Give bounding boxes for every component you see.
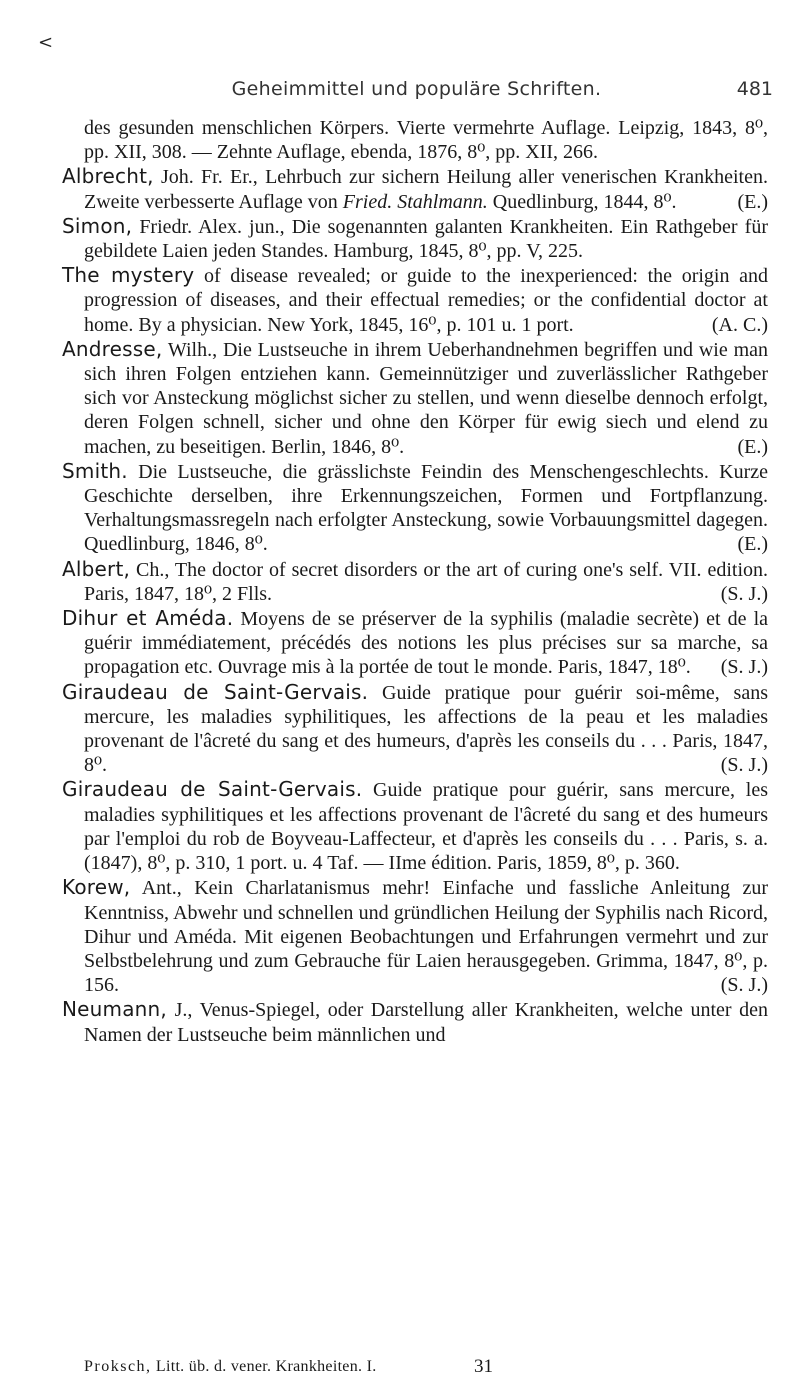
entry-source: (E.) (737, 190, 768, 213)
entry-author: Giraudeau de Saint-Gervais. (62, 679, 369, 704)
footer-author: Proksch, (84, 1358, 152, 1375)
bibliography-entry (62, 263, 768, 337)
entry-source: (E.) (737, 533, 768, 556)
entry-author: Smith. (62, 458, 128, 483)
page-footer (84, 1356, 773, 1380)
bibliography-entry (62, 337, 768, 459)
entry-text: Moyens de se préserver de la syphilis (maladie secrète) et de la guérir immédiatement, précédés des notions les plus précises sur sa marche, sa propagation etc. Ouvrage mis à la portée de tout le monde. Paris, 1847, 18⁰. (84, 608, 769, 679)
entry-author: Simon, (62, 213, 133, 238)
entry-source: (S. J.) (720, 754, 768, 777)
corner-mark: < (38, 32, 54, 53)
entry-author: Albrecht, (62, 164, 154, 189)
entry-author: Andresse, (62, 336, 163, 361)
entry-text: Wilh., Die Lustseuche in ihrem Ueberhandnehmen begriffen und wie man sich ihren Folgen entziehen kann. Gemeinnütziger und zuverlässlicher Rathgeber sich vor Ansteckung möglichst sicher zu stellen, und wenn dieselbe dennoch erfolgt, deren Folgen schnell, sicher und ohne den Körper für ewig siech und elend zu machen, zu beseitigen. Berlin, 1846, 8⁰. (84, 338, 768, 458)
entry-text: des gesunden menschlichen Körpers. Vierte vermehrte Auflage. Leipzig, 1843, 8⁰, pp. XII, 308. — Zehnte Auflage, ebenda, 1876, 8⁰, pp. XII, 266. (84, 117, 768, 164)
entry-source: (S. J.) (720, 656, 768, 679)
bibliography-entry (62, 116, 768, 164)
entry-source: (A. C.) (711, 313, 768, 336)
entry-author: Albert, (62, 556, 131, 581)
entry-author: The mystery (62, 263, 195, 288)
bibliography-entry (62, 997, 768, 1046)
entry-source: (S. J.) (720, 974, 768, 997)
footer-source-line (84, 1358, 377, 1376)
signature-mark: 31 (474, 1356, 493, 1377)
entry-text: Joh. Fr. Er., Lehrbuch zur sichern Heilung aller venerischen Krankheiten. Zweite verbesserte Auflage von (84, 166, 768, 213)
running-head (60, 78, 773, 104)
entry-source: (E.) (737, 435, 768, 458)
entry-text: Guide pratique pour guérir soi-même, sans mercure, les maladies syphilitiques, les affections de la peau et les maladies provenant de l'âcreté du sang et des humeurs, d'après les conseils du . . . Paris, 1847, 8⁰. (84, 681, 768, 777)
bibliography-entry (62, 214, 768, 263)
entry-text: J., Venus-Spiegel, oder Darstellung aller Krankheiten, welche unter den Namen der Lustseuche beim männlichen und (84, 999, 768, 1046)
bibliography-list (62, 116, 768, 1047)
entry-text: Friedr. Alex. jun., Die sogenannten galanten Krankheiten. Ein Rathgeber für gebildete Laien jeden Standes. Hamburg, 1845, 8⁰, pp. V, 225. (84, 215, 768, 263)
entry-text: Guide pratique pour guérir, sans mercure, les maladies syphilitiques et les affections provenant de l'âcreté du sang et des humeurs par l'emploi du rob de Boyveau-Laffecteur, et d'après les conseils du . . . Paris, s. a. (1847), 8⁰, p. 310, 1 port. u. 4 Taf. — IIme édition. Paris, 1859, 8⁰, p. 360. (84, 779, 768, 875)
bibliography-entry (62, 557, 768, 606)
bibliography-entry (62, 164, 768, 213)
page-number: 481 (736, 78, 773, 100)
entry-text: of disease revealed; or guide to the inexperienced: the origin and progression of diseases, and their effectual remedies; or the confidential doctor at home. By a physician. New York, 1845, 16⁰, p. 101 u. 1 port. (84, 265, 768, 336)
entry-text: Ch., The doctor of secret disorders or the art of curing one's self. VII. edition. Paris, 1847, 18⁰, 2 Flls. (84, 558, 768, 605)
entry-text: Quedlinburg, 1844, 8⁰. (487, 190, 677, 213)
entry-source: (S. J.) (720, 582, 768, 605)
running-head-title: Geheimmittel und populäre Schriften. (231, 78, 602, 100)
footer-title: Litt. üb. d. vener. Krankheiten. I. (155, 1358, 377, 1375)
bibliography-entry (62, 777, 768, 875)
entry-author: Neumann, (62, 997, 167, 1022)
entry-author: Korew, (62, 875, 131, 900)
bibliography-entry (62, 875, 768, 997)
entry-text-italic: Fried. Stahlmann. (342, 190, 488, 213)
bibliography-entry (62, 459, 768, 557)
entry-text: Die Lustseuche, die grässlichste Feindin des Menschengeschlechts. Kurze Geschichte derselben, ihre Erkennungszeichen, Formen und Fortpflanzung. Verhaltungsmassregeln nach erfolgter Ansteckung, sowie Vorbauungsmittel dagegen. Quedlinburg, 1846, 8⁰. (84, 460, 768, 556)
entry-author: Dihur et Améda. (62, 606, 234, 631)
bibliography-entry (62, 680, 768, 778)
entry-text: Ant., Kein Charlatanismus mehr! Einfache und fassliche Anleitung zur Kenntniss, Abwehr und schnellen und gründlichen Heilung der Syphilis nach Ricord, Dihur und Améda. Mit eigenen Beobachtungen und Erfahrungen vermehrt und zur Selbstbelehrung und zum Gebrauche für Laien herausgegeben. Grimma, 1847, 8⁰, p. 156. (84, 877, 768, 997)
entry-author: Giraudeau de Saint-Gervais. (62, 777, 363, 802)
bibliography-entry (62, 606, 768, 680)
